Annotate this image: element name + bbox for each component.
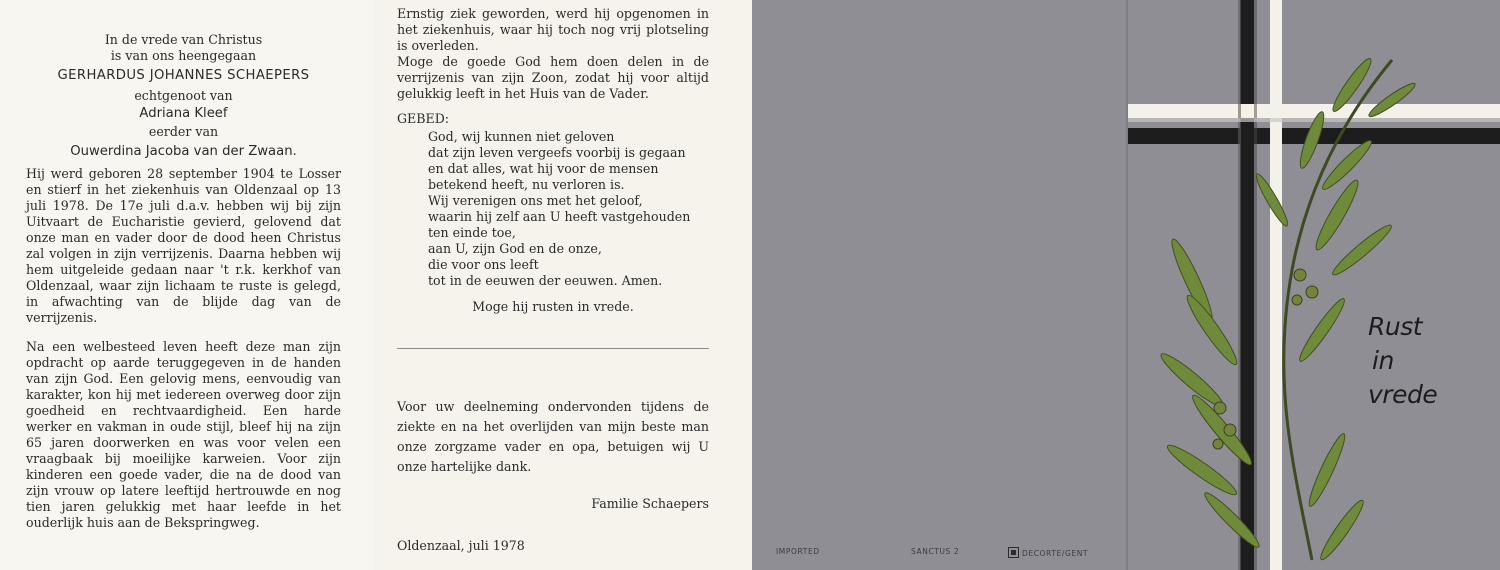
cross-artwork xyxy=(752,0,1500,570)
biography-paragraph-2: Na een welbesteed leven heeft deze man zijn opdracht op aarde teruggegeven in de handen van zijn God. Een gelovig mens, eenvoudig van karakter, kon hij met iedereen overweg door zijn goedheid en rechtvaardigheid. Een harde werker en vakman in oude stijl, bleef hij na zijn 65 jaren doorwerken en was voor velen een vraagbaak bij moeilijke karweien. Voor zijn kinderen een goede vader, die na de dood van zijn vrouw op latere leeftijd hertrouwde en nog tien jaren gelukkig met haar leefde in het ouderlijk huis aan de Bekspringweg. xyxy=(26,339,341,530)
rust-word: Rust xyxy=(1368,312,1423,341)
illness-paragraph: Ernstig ziek geworden, werd hij opgenomen in het ziekenhuis, waar hij toch nog vrij plotseling is overleden. xyxy=(397,6,709,53)
vrede-word: vrede xyxy=(1368,380,1438,409)
imported-label: IMPORTED xyxy=(776,547,820,556)
cross-horizontal-white xyxy=(1128,104,1500,118)
divider-line xyxy=(397,348,709,349)
publisher-label xyxy=(1008,547,1088,558)
spouse-label: echtgenoot van xyxy=(134,88,233,103)
cross-vertical-white xyxy=(1270,0,1282,570)
prayer-line: ten einde toe, xyxy=(428,225,516,240)
prayer-line: die voor ons leeft xyxy=(428,257,539,272)
cover-page xyxy=(752,0,1500,570)
prayer-text xyxy=(397,129,709,289)
place-date: Oldenzaal, juli 1978 xyxy=(397,538,525,553)
prayer-line: en dat alles, wat hij voor de mensen xyxy=(428,161,659,176)
prayer-line: tot in de eeuwen der eeuwen. Amen. xyxy=(428,273,663,288)
spouse-name: Adriana Kleef xyxy=(139,106,228,121)
in-word: in xyxy=(1372,346,1394,375)
prayer-line: dat zijn leven vergeefs voorbij is gegaan xyxy=(428,145,686,160)
rust-in-vrede-lettering xyxy=(1368,310,1478,412)
prayer-line: God, wij kunnen niet geloven xyxy=(428,129,615,144)
former-spouse-name: Ouwerdina Jacoba van der Zwaan. xyxy=(70,144,297,159)
thanks-paragraph: Voor uw deelneming ondervonden tijdens de ziekte en na het overlijden van mijn beste man onze zorgzame vader en opa, betuigen wij U onze hartelijke dank. xyxy=(397,399,709,474)
publisher-name: DECORTE/GENT xyxy=(1022,549,1089,558)
prayer-line: betekend heeft, nu verloren is. xyxy=(428,177,625,192)
prayer-title: GEBED: xyxy=(397,111,450,126)
publisher-logo-icon xyxy=(1008,547,1019,558)
former-label: eerder van xyxy=(148,124,219,139)
prayer-line: Wij verenigen ons met het geloof, xyxy=(428,193,643,208)
blessing-paragraph: Moge de goede God hem doen delen in de verrijzenis van zijn Zoon, zodat hij voor altijd gelukkig leeft in het Huis van de Vader. xyxy=(397,54,709,101)
intro-line-1: In de vrede van Christus xyxy=(104,32,263,47)
deceased-name: GERHARDUS JOHANNES SCHAEPERS xyxy=(57,68,310,83)
cross-vertical-dark xyxy=(1240,0,1254,570)
biography-paragraph-1: Hij werd geboren 28 september 1904 te Losser en stierf in het ziekenhuis van Oldenzaal op 13 juli 1978. De 17e juli d.a.v. hebben wij bij zijn Uitvaart de Eucharistie gevierd, gelovend dat onze man en vader door de dood heen Christus zal volgen in zijn verrijzenis. Daarna hebben wij hem uitgeleide gedaan naar 't r.k. kerkhof van Oldenzaal, waar zijn lichaam te ruste is gelegd, in afwachting van de blijde dag van de verrijzenis. xyxy=(26,166,341,325)
thanks-block xyxy=(397,397,709,477)
prayer-line: waarin hij zelf aan U heeft vastgehouden xyxy=(428,209,691,224)
intro-line-2: is van ons heengegaan xyxy=(110,48,257,63)
series-label: SANCTUS 2 xyxy=(911,547,960,556)
prayer-line: aan U, zijn God en de onze, xyxy=(428,241,602,256)
middle-column xyxy=(397,6,709,315)
family-signature: Familie Schaepers xyxy=(591,496,709,511)
left-column xyxy=(26,32,341,531)
rest-in-peace-line: Moge hij rusten in vrede. xyxy=(472,299,634,314)
